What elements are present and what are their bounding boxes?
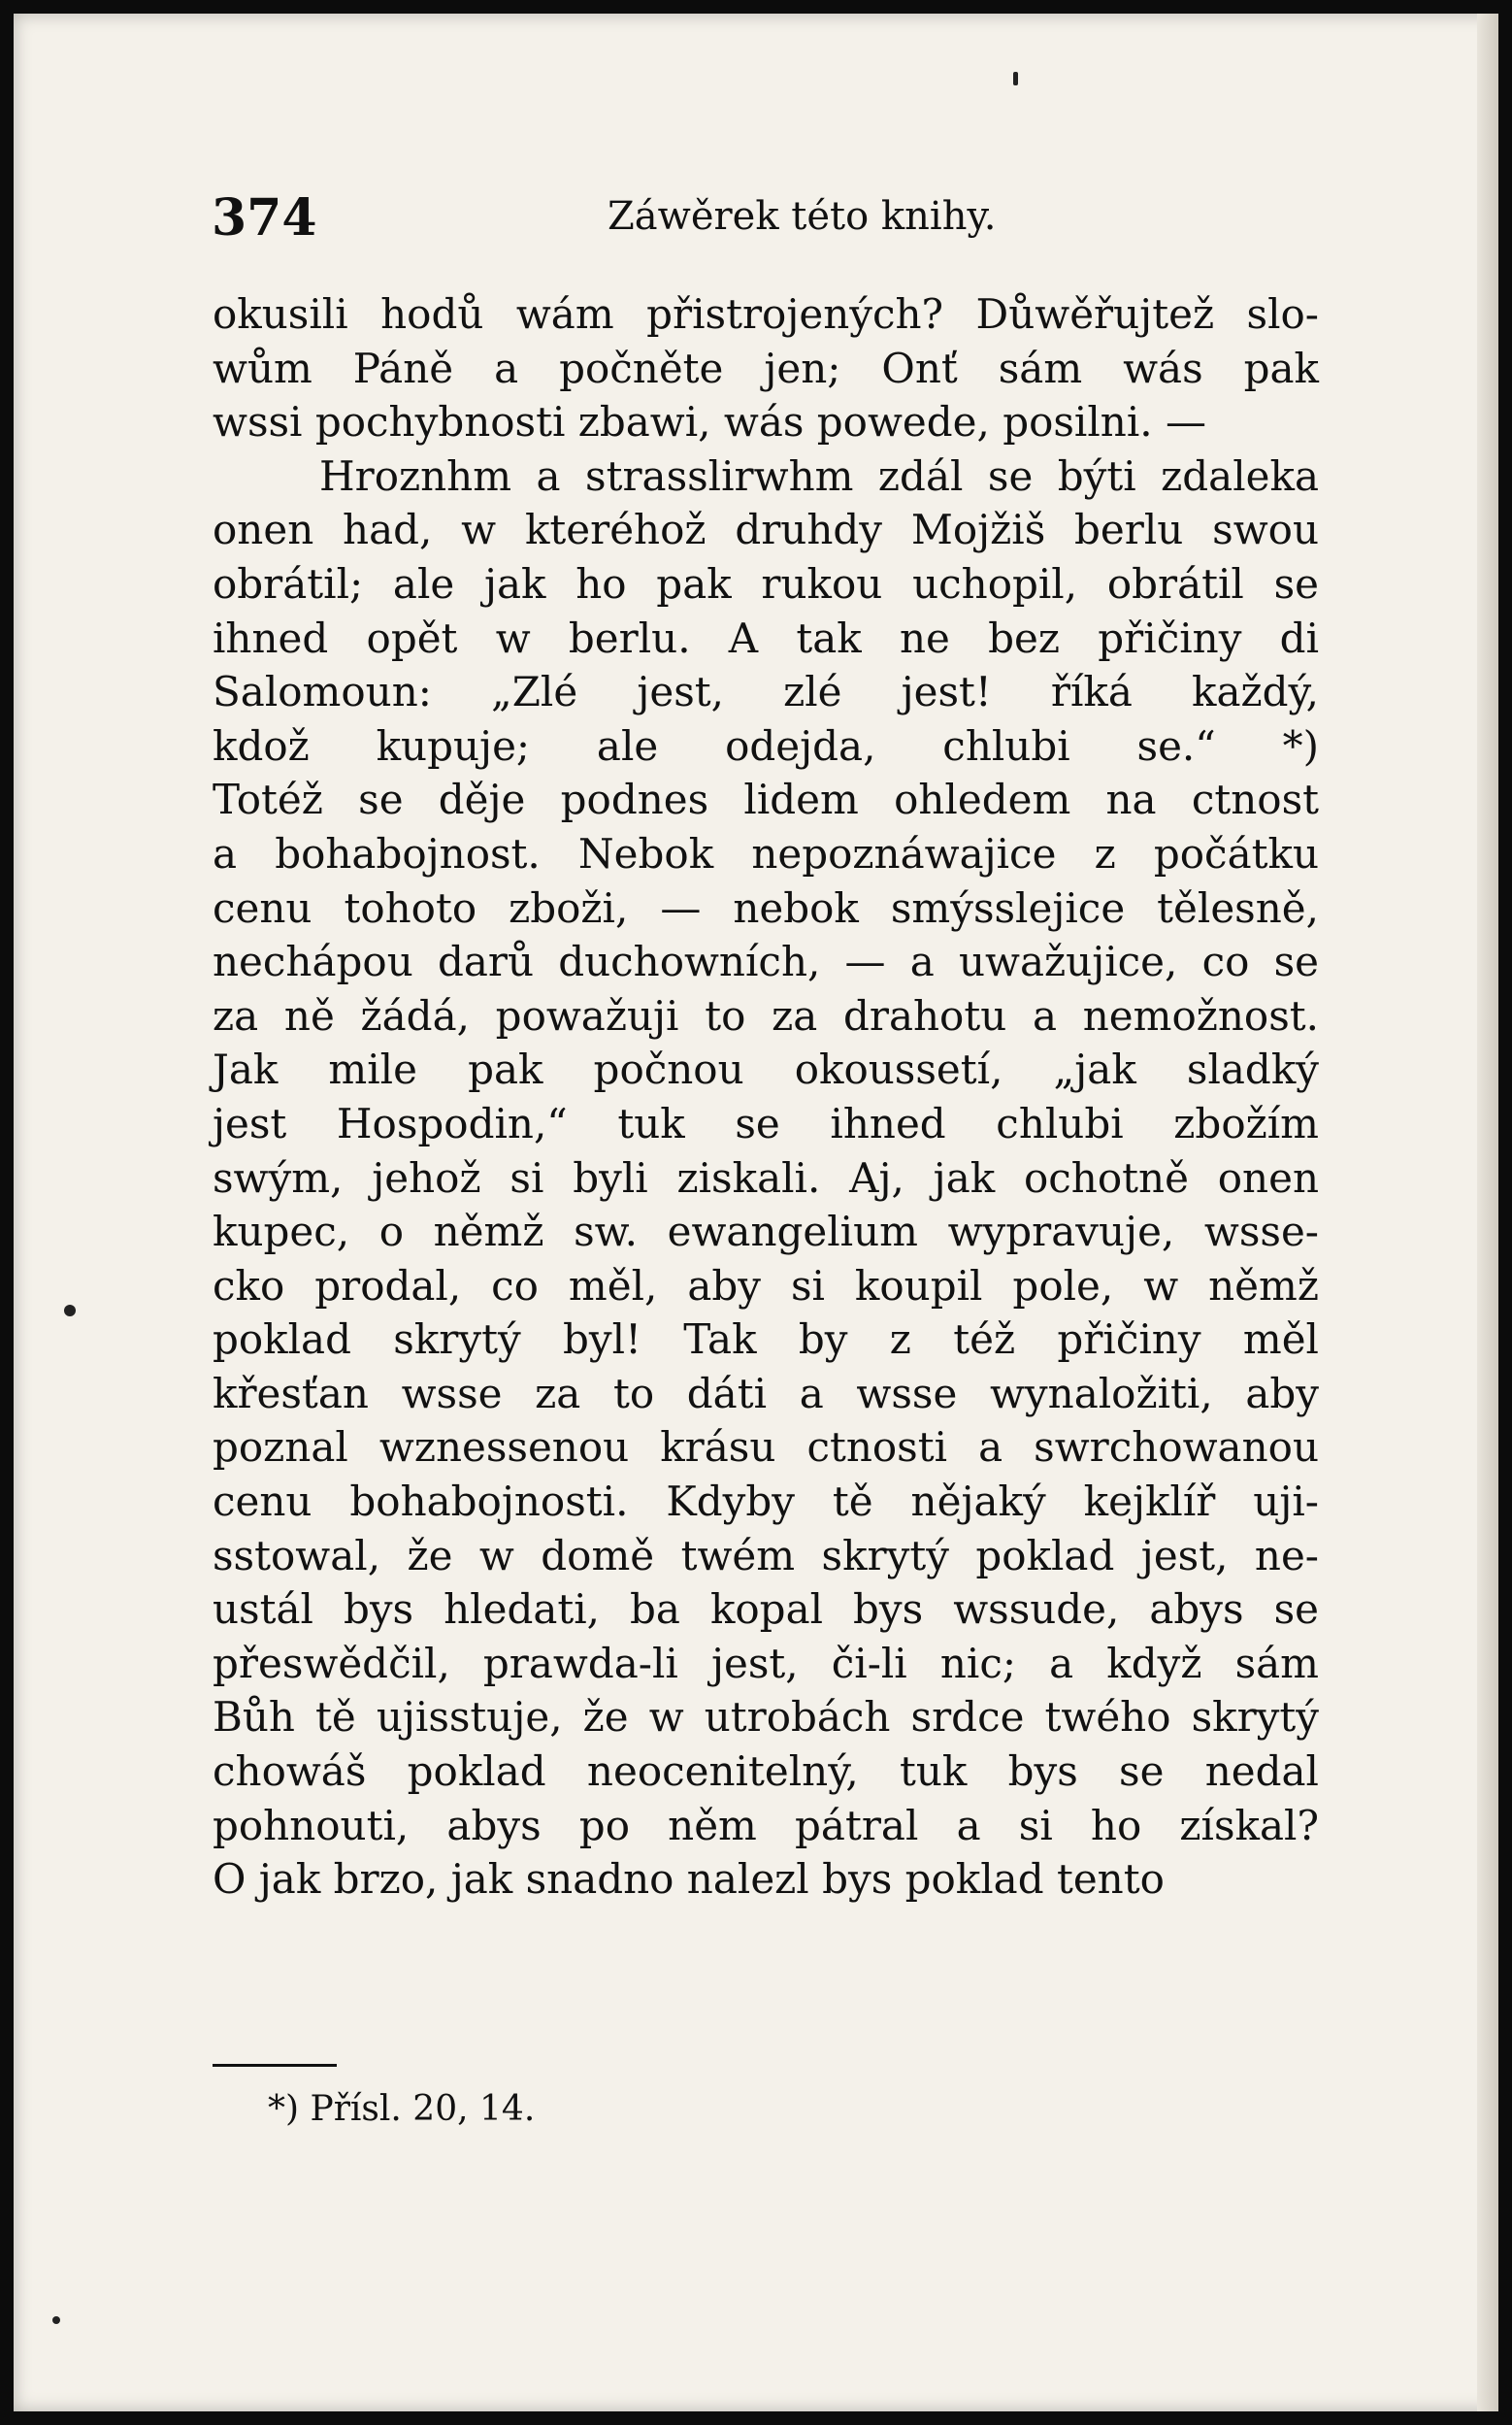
text-line: wům Páně a počněte jen; Onť sám wás pak xyxy=(213,344,1319,392)
text-line: kdož kupuje; ale odejda, chlubi se.“ *) xyxy=(213,721,1319,770)
page-edge-shadow xyxy=(1477,14,1498,2411)
print-speck xyxy=(1013,72,1018,85)
text-line: poznal wznessenou krásu ctnosti a swrchowanou xyxy=(213,1423,1319,1472)
print-speck xyxy=(52,2316,60,2324)
text-line: nechápou darů duchowních, — a uwažujice, co se xyxy=(213,938,1319,986)
text-line: za ně žádá, powažuji to za drahotu a nemožnost. xyxy=(213,991,1319,1040)
body-text xyxy=(213,287,1319,1907)
text-line: chowáš poklad neocenitelný, tuk bys se nedal xyxy=(213,1747,1319,1796)
text-line: obrátil; ale jak ho pak rukou uchopil, obrátil se xyxy=(213,559,1319,608)
text-line: přeswědčil, prawda-li jest, či-li nic; a když sám xyxy=(213,1639,1319,1687)
text-line: cenu tohoto zboži, — nebok smýsslejice tělesně, xyxy=(213,883,1319,932)
text-line: a bohabojnost. Nebok nepoznáwajice z počátku xyxy=(213,829,1319,878)
text-line: poklad skrytý byl! Tak by z též přičiny měl xyxy=(213,1315,1319,1364)
text-line: pohnouti, abys po něm pátral a si ho získal? xyxy=(213,1801,1319,1849)
page-header xyxy=(200,181,1316,258)
text-line: cenu bohabojnosti. Kdyby tě nějaký kejklíř uji- xyxy=(213,1478,1319,1526)
text-line: swým, jehož si byli ziskali. Aj, jak ochotně onen xyxy=(213,1153,1319,1202)
text-line: onen had, w kteréhož druhdy Mojžiš berlu swou xyxy=(213,506,1319,554)
page-number: 374 xyxy=(212,188,317,248)
text-line: křesťan wsse za to dáti a wsse wynaložiti, aby xyxy=(213,1369,1319,1417)
running-head: Záwěrek této knihy. xyxy=(608,194,997,239)
text-line: ustál bys hledati, ba kopal bys wssude, abys se xyxy=(213,1585,1319,1634)
text-line: jest Hospodin,“ tuk se ihned chlubi zbožím xyxy=(213,1099,1319,1147)
text-line: Jak mile pak počnou okoussetí, „jak sladký xyxy=(213,1046,1319,1094)
text-line: ihned opět w berlu. A tak ne bez přičiny di xyxy=(213,614,1319,662)
footnote-rule xyxy=(213,2064,337,2067)
text-line: Totéž se děje podnes lidem ohledem na ctnost xyxy=(213,776,1319,824)
text-line: sstowal, že w domě twém skrytý poklad jest, ne- xyxy=(213,1531,1319,1579)
book-page xyxy=(14,14,1498,2411)
text-line: kupec, o němž sw. ewangelium wypravuje, wsse- xyxy=(213,1208,1319,1256)
footnote: *) Přísl. 20, 14. xyxy=(268,2089,536,2129)
text-line: okusili hodů wám přistrojených? Důwěřujtež slo- xyxy=(213,290,1319,338)
text-line: Bůh tě ujisstuje, že w utrobách srdce twého skrytý xyxy=(213,1693,1319,1742)
text-line: cko prodal, co měl, aby si koupil pole, w němž xyxy=(213,1261,1319,1310)
text-line: wssi pochybnosti zbawi, wás powede, posilni. — xyxy=(213,398,1206,447)
text-line: Hroznhm a strasslirwhm zdál se býti zdaleka xyxy=(319,451,1319,500)
print-speck xyxy=(64,1305,76,1316)
text-line: Salomoun: „Zlé jest, zlé jest! říká každý, xyxy=(213,668,1319,716)
text-line: O jak brzo, jak snadno nalezl bys poklad tento xyxy=(213,1855,1165,1904)
